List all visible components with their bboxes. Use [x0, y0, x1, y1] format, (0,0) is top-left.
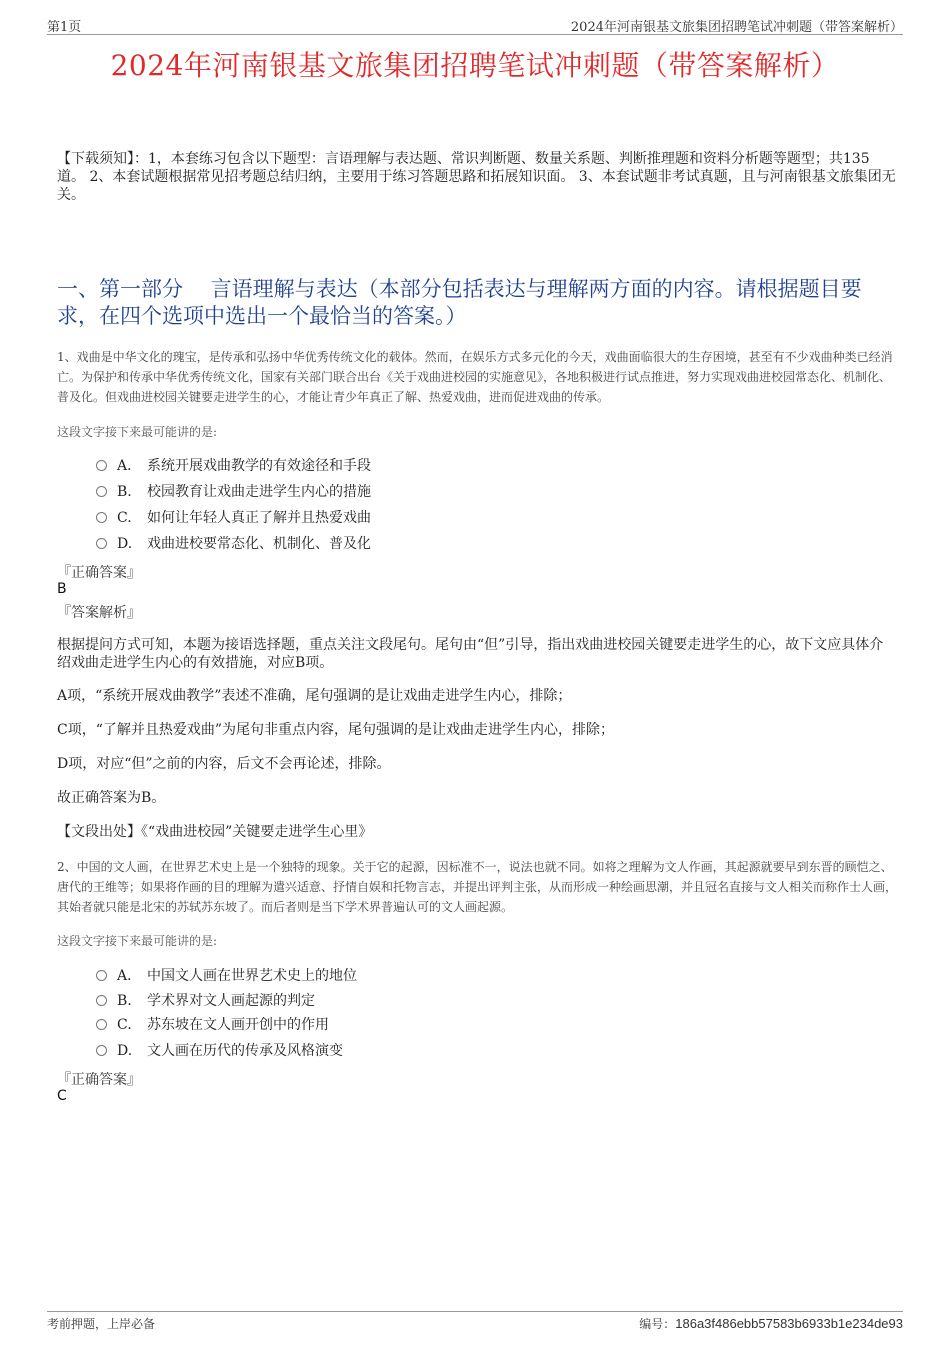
footer-slogan: 考前押题，上岸必备: [47, 1317, 156, 1331]
radio-icon[interactable]: [96, 538, 107, 549]
document-title: 2024年河南银基文旅集团招聘笔试冲刺题（带答案解析）: [110, 49, 840, 82]
radio-icon[interactable]: [96, 970, 107, 981]
radio-icon[interactable]: [96, 1045, 107, 1056]
radio-icon[interactable]: [96, 995, 107, 1006]
footer-code-label: 编号：: [639, 1317, 676, 1331]
download-notice: 【下载须知】：1，本套练习包含以下题型：言语理解与表达题、常识判断题、数量关系题、判断推理题和资料分析题等题型；共135道。 2、本套试题根据常见招考题总结归纳，主要用于练习答题思路和拓展知识面。 3、本套试题非考试真题，且与河南银基文旅集团无关。: [57, 151, 896, 203]
q1-option-b[interactable]: B. 校园教育让戏曲走进学生内心的措施: [96, 482, 371, 502]
question-2-prompt: 这段文字接下来最可能讲的是:: [57, 934, 218, 948]
q1-answer: B: [57, 581, 67, 597]
header-doc-title: 2024年河南银基文旅集团招聘笔试冲刺题（带答案解析）: [570, 20, 903, 35]
footer-code: [639, 1315, 903, 1332]
page-header: [47, 14, 903, 35]
q1-option-d[interactable]: D. 戏曲进校要常态化、机制化、普及化: [96, 534, 371, 554]
q1-option-a[interactable]: A． 系统开展戏曲教学的有效途径和手段: [96, 456, 371, 476]
radio-icon[interactable]: [96, 460, 107, 471]
q2-option-d[interactable]: D. 文人画在历代的传承及风格演变: [96, 1041, 343, 1061]
q1-option-c[interactable]: C. 如何让年轻人真正了解并且热爱戏曲: [96, 508, 371, 528]
q2-answer-label: 『正确答案』: [57, 1072, 141, 1088]
q2-option-a[interactable]: A． 中国文人画在世界艺术史上的地位: [96, 966, 357, 986]
q1-answer-label: 『正确答案』: [57, 565, 141, 581]
q1-analysis-paragraph: A项，“系统开展戏曲教学”表述不准确，尾句强调的是让戏曲走进学生内心，排除；: [57, 688, 572, 704]
page-number: 第1页: [47, 20, 82, 35]
q1-source: 【文段出处】《“戏曲进校园”关键要走进学生心里》: [57, 824, 373, 840]
radio-icon[interactable]: [96, 512, 107, 523]
radio-icon[interactable]: [96, 1019, 107, 1030]
footer-code-value: 186a3f486ebb57583b6933b1e234de93: [675, 1316, 903, 1331]
q1-analysis-paragraph: D项，对应“但”之前的内容，后文不会再论述，排除。: [57, 756, 391, 772]
q2-option-b[interactable]: B. 学术界对文人画起源的判定: [96, 991, 315, 1011]
q2-option-c[interactable]: C. 苏东坡在文人画开创中的作用: [96, 1015, 329, 1035]
page-footer: [47, 1311, 903, 1331]
q1-analysis-paragraph: 故正确答案为B。: [57, 790, 166, 806]
question-1-text: 1、戏曲是中华文化的瑰宝，是传承和弘扬中华优秀传统文化的载体。然而，在娱乐方式多元化的今天，戏曲面临很大的生存困境，甚至有不少戏曲种类已经消亡。为保护和传承中华优秀传统文化，国家有关部门联合出台《关于戏曲进校园的实施意见》，各地积极进行试点推进，努力实现戏曲进校园常态化、机制化、普及化。但戏曲进校园关键要走进学生的心，才能让青少年真正了解、热爱戏曲，进而促进戏曲的传承。: [57, 350, 893, 404]
q1-analysis-paragraph: C项，“了解并且热爱戏曲”为尾句非重点内容，尾句强调的是让戏曲走进学生内心，排除；: [57, 722, 615, 738]
q2-answer: C: [57, 1088, 67, 1104]
question-1-prompt: 这段文字接下来最可能讲的是:: [57, 425, 218, 439]
section-heading: 一、第一部分 言语理解与表达（本部分包括表达与理解两方面的内容。请根据题目要求，在四个选项中选出一个最恰当的答案。）: [57, 277, 862, 328]
radio-icon[interactable]: [96, 486, 107, 497]
question-2-text: 2、中国的文人画，在世界艺术史上是一个独特的现象。关于它的起源，因标准不一，说法也就不同。如将之理解为文人作画，其起源就要早到东晋的顾恺之、唐代的王维等；如果将作画的目的理解为遣兴适意、抒情自娱和托物言志，并提出评判主张，从而形成一种绘画思潮，并且冠名直接与文人相关而称作士人画，其始者就只能是北宋的苏轼苏东坡了。而后者则是当下学术界普遍认可的文人画起源。: [57, 860, 898, 914]
q1-analysis-paragraph: 根据提问方式可知，本题为接语选择题，重点关注文段尾句。尾句由“但”引导，指出戏曲进校园关键要走进学生的心，故下文应具体介绍戏曲走进学生内心的有效措施，对应B项。: [57, 637, 884, 671]
q1-analysis-label: 『答案解析』: [57, 605, 141, 621]
